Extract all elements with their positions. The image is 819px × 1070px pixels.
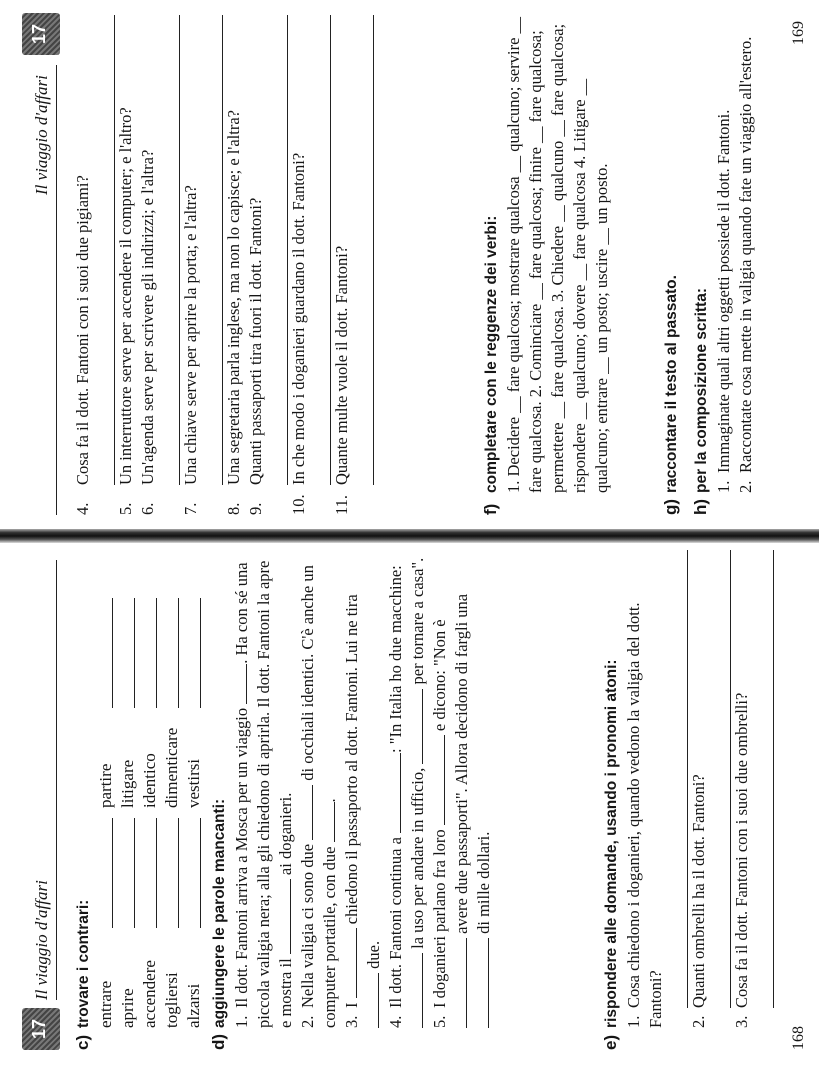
chapter-badge-icon [22, 13, 60, 55]
exercise-item [341, 550, 385, 1028]
item-text: I [342, 1002, 361, 1008]
opposite-word: vestirsi [184, 758, 203, 808]
question-item [115, 15, 137, 515]
section-f [480, 15, 613, 515]
question-text: Quante multe vuole il dott. Fantoni? [332, 245, 351, 485]
item-text: Il dott. Fantoni arriva a Mosca per un viaggio [232, 707, 251, 1008]
opposite-word: togliersi [162, 972, 181, 1028]
question-text: Cosa fa il dott. Fantoni con i suoi due ombrelli? [732, 692, 751, 1008]
answer-line[interactable] [159, 15, 180, 485]
section-d-letter: d) [209, 1033, 228, 1050]
section-e-letter: e) [601, 1034, 620, 1050]
section-c-title: trovare i contrari: [75, 899, 92, 1028]
answer-line[interactable] [95, 818, 113, 928]
chapter-number: 17 [29, 23, 49, 45]
question-number: 8. [224, 502, 243, 515]
item-number: 2. [736, 480, 755, 493]
item-text: e dicono: "Non è [430, 619, 449, 732]
section-d-title: aggiungere le parole mancanti: [211, 798, 228, 1028]
fill-blank[interactable] [341, 928, 357, 998]
question-item [623, 550, 667, 1028]
exercise-item [297, 550, 341, 1028]
item-text: I doganieri parlano fra loro [430, 829, 449, 1008]
answer-line[interactable] [353, 15, 374, 485]
opposite-word: entrare [96, 980, 115, 1028]
item-text: Il dott. Fantoni continua a [386, 837, 405, 1008]
answer-line[interactable] [183, 598, 201, 708]
running-head: Il viaggio d'affari [32, 880, 51, 1000]
item-number: 3. [342, 1015, 361, 1028]
header-rule [56, 560, 57, 1000]
section-h-letter: h) [691, 498, 710, 515]
item-text: chiedono il passaporto al dott. Fantoni. Lui ne tira [342, 594, 361, 925]
question-number: 3. [732, 1015, 751, 1028]
section-g-letter: g) [661, 498, 680, 515]
item-number: 1. [714, 480, 733, 493]
item-text: Immaginate quali altri oggetti possiede il dott. Fantoni. [714, 109, 733, 473]
question-text: Quanti passaporti tira fuori il dott. Fantoni? [246, 197, 265, 485]
fill-blank[interactable] [319, 802, 335, 842]
item-text: : "In Italia ho due macchine: [386, 565, 405, 753]
section-c [72, 550, 205, 1050]
fill-blank[interactable] [297, 785, 313, 840]
question-item [245, 15, 267, 515]
item-text: ai doganieri. [276, 792, 295, 876]
section-e-title: rispondere alle domande, usando i pronomi atoni: [603, 659, 620, 1028]
exercise-item [429, 550, 495, 1028]
section-h-title: per la composizione scritta: [693, 288, 710, 493]
fill-blank[interactable] [473, 938, 489, 1028]
section-g [660, 15, 683, 515]
answer-line[interactable] [310, 15, 331, 485]
question-item [72, 15, 94, 515]
question-number: 2. [689, 1015, 708, 1028]
answer-line[interactable] [161, 818, 179, 928]
question-item [688, 550, 710, 1028]
question-number: 5. [116, 502, 135, 515]
answer-line[interactable] [753, 550, 774, 1008]
answer-line[interactable] [95, 598, 113, 708]
item-text: di mille dollari. [474, 831, 493, 934]
answer-line[interactable] [667, 550, 688, 1008]
exercise-item [231, 550, 297, 1028]
item-text: la uso per andare in ufficio, [408, 767, 427, 949]
question-item [288, 15, 310, 515]
answer-line[interactable] [94, 15, 115, 485]
section-f-letter: f) [481, 503, 500, 515]
section-g-title: raccontare il testo al passato. [663, 275, 680, 493]
item-text: avere due passaporti". Allora decidono di fargli una [452, 593, 471, 934]
item-number: 5. [430, 1015, 449, 1028]
running-head: Il viaggio d'affari [32, 75, 51, 195]
question-number: 10. [289, 494, 308, 515]
chapter-number: 17 [29, 1018, 49, 1040]
item-text: Nella valigia ci sono due [298, 843, 317, 1008]
answer-line[interactable] [139, 818, 157, 928]
item-number: 2. [298, 1015, 317, 1028]
page-number: 168 [790, 1026, 807, 1050]
fill-blank[interactable] [363, 973, 379, 1028]
question-number: 9. [246, 502, 265, 515]
item-number: 4. [386, 1015, 405, 1028]
section-h [690, 15, 757, 515]
question-item [731, 550, 753, 1028]
fill-blank[interactable] [451, 938, 467, 1028]
book-spine [0, 529, 819, 543]
composition-item [713, 15, 735, 493]
opposite-word: accendere [140, 960, 159, 1028]
item-text: . Ha con sé una piccola valigia nera; alla [232, 562, 273, 1028]
fill-blank[interactable] [385, 753, 401, 833]
right-page [0, 0, 819, 525]
opposite-word: identico [140, 753, 159, 808]
fill-blank[interactable] [275, 879, 291, 954]
question-text: Quanti ombrelli ha il dott. Fantoni? [689, 774, 708, 1008]
opposite-word: litigare [118, 759, 137, 808]
question-text: Un interruttore serve per accendere il computer; e l'altro? [116, 107, 135, 485]
item-number: 1. [232, 1015, 251, 1028]
fill-blank[interactable] [407, 689, 423, 764]
question-number: 4. [73, 502, 92, 515]
item-text: di occhiali identici. C'è anche un computer portatile, con due [298, 565, 339, 1028]
section-d [208, 550, 495, 1050]
answer-line[interactable] [267, 15, 288, 485]
answer-line[interactable] [161, 598, 179, 708]
question-item [331, 15, 353, 515]
fill-blank[interactable] [407, 953, 423, 1028]
item-text: Raccontate cosa mette in valigia quando fate un viaggio all'estero. [736, 36, 755, 473]
answer-line[interactable] [710, 550, 731, 1008]
answer-line[interactable] [139, 598, 157, 708]
question-text: In che modo i doganieri guardano il dott. Fantoni? [289, 152, 308, 485]
answer-line[interactable] [117, 818, 135, 928]
section-c-letter: c) [73, 1034, 92, 1050]
verb-exercise-text: 1. Decidere __ fare qualcosa; mostrare qualcosa __ qualcuno; servire __ fare qualcosa. 2. Cominciare __ fare qualcosa; finire __ fare qualcosa; permettere __ fare qualcosa. 3. Chiedere __ qualcuno __ fare qualcosa; rispondere __ qualcuno; dovere __ fare qualcosa 4. Litigare __ qualcuno; entrare __ un posto; uscire __ un posto. [504, 16, 611, 493]
page-number: 169 [790, 21, 807, 45]
question-text: Un'agenda serve per scrivere gli indirizzi; e l'altra? [138, 149, 157, 485]
composition-item [735, 15, 757, 493]
opposite-word: aprire [118, 988, 137, 1028]
opposite-word: dimenticare [162, 727, 181, 808]
item-text: due. [364, 940, 383, 969]
answer-line[interactable] [183, 818, 201, 928]
opposites-grid [95, 550, 205, 1028]
question-item [180, 15, 202, 515]
question-text: Cosa chiedono i doganieri, quando vedono la valigia del dott. Fantoni? [624, 602, 665, 1028]
left-page [0, 535, 819, 1070]
section-e [600, 550, 774, 1050]
answer-line[interactable] [117, 598, 135, 708]
opposite-word: alzarsi [184, 983, 203, 1028]
chapter-badge-icon [22, 1008, 60, 1050]
item-text: . [320, 798, 339, 803]
answer-line[interactable] [202, 15, 223, 485]
question-text: Una chiave serve per aprire la porta; e l'altra? [181, 185, 200, 485]
question-number: 7. [181, 502, 200, 515]
item-text: per tornare a casa". [408, 557, 427, 685]
question-item [137, 15, 159, 515]
fill-blank[interactable] [429, 735, 445, 825]
exercise-item [385, 550, 429, 1028]
question-number: 6. [138, 502, 157, 515]
question-text: Una segretaria parla inglese, ma non lo capisce; e l'altra? [224, 110, 243, 485]
section-f-title: completare con le reggenze dei verbi: [483, 215, 500, 493]
item-text: gli chiedono di aprirla. Il dott. Fantoni la apre e mostra il [254, 560, 295, 1028]
questions-continued [72, 15, 374, 515]
question-item [223, 15, 245, 515]
question-number: 11. [332, 494, 351, 515]
opposite-word: partire [96, 763, 115, 808]
question-text: Cosa fa il dott. Fantoni con i suoi due pigiami? [73, 175, 92, 485]
header-rule [56, 65, 57, 515]
fill-blank[interactable] [231, 664, 247, 704]
question-number: 1. [624, 1015, 643, 1028]
